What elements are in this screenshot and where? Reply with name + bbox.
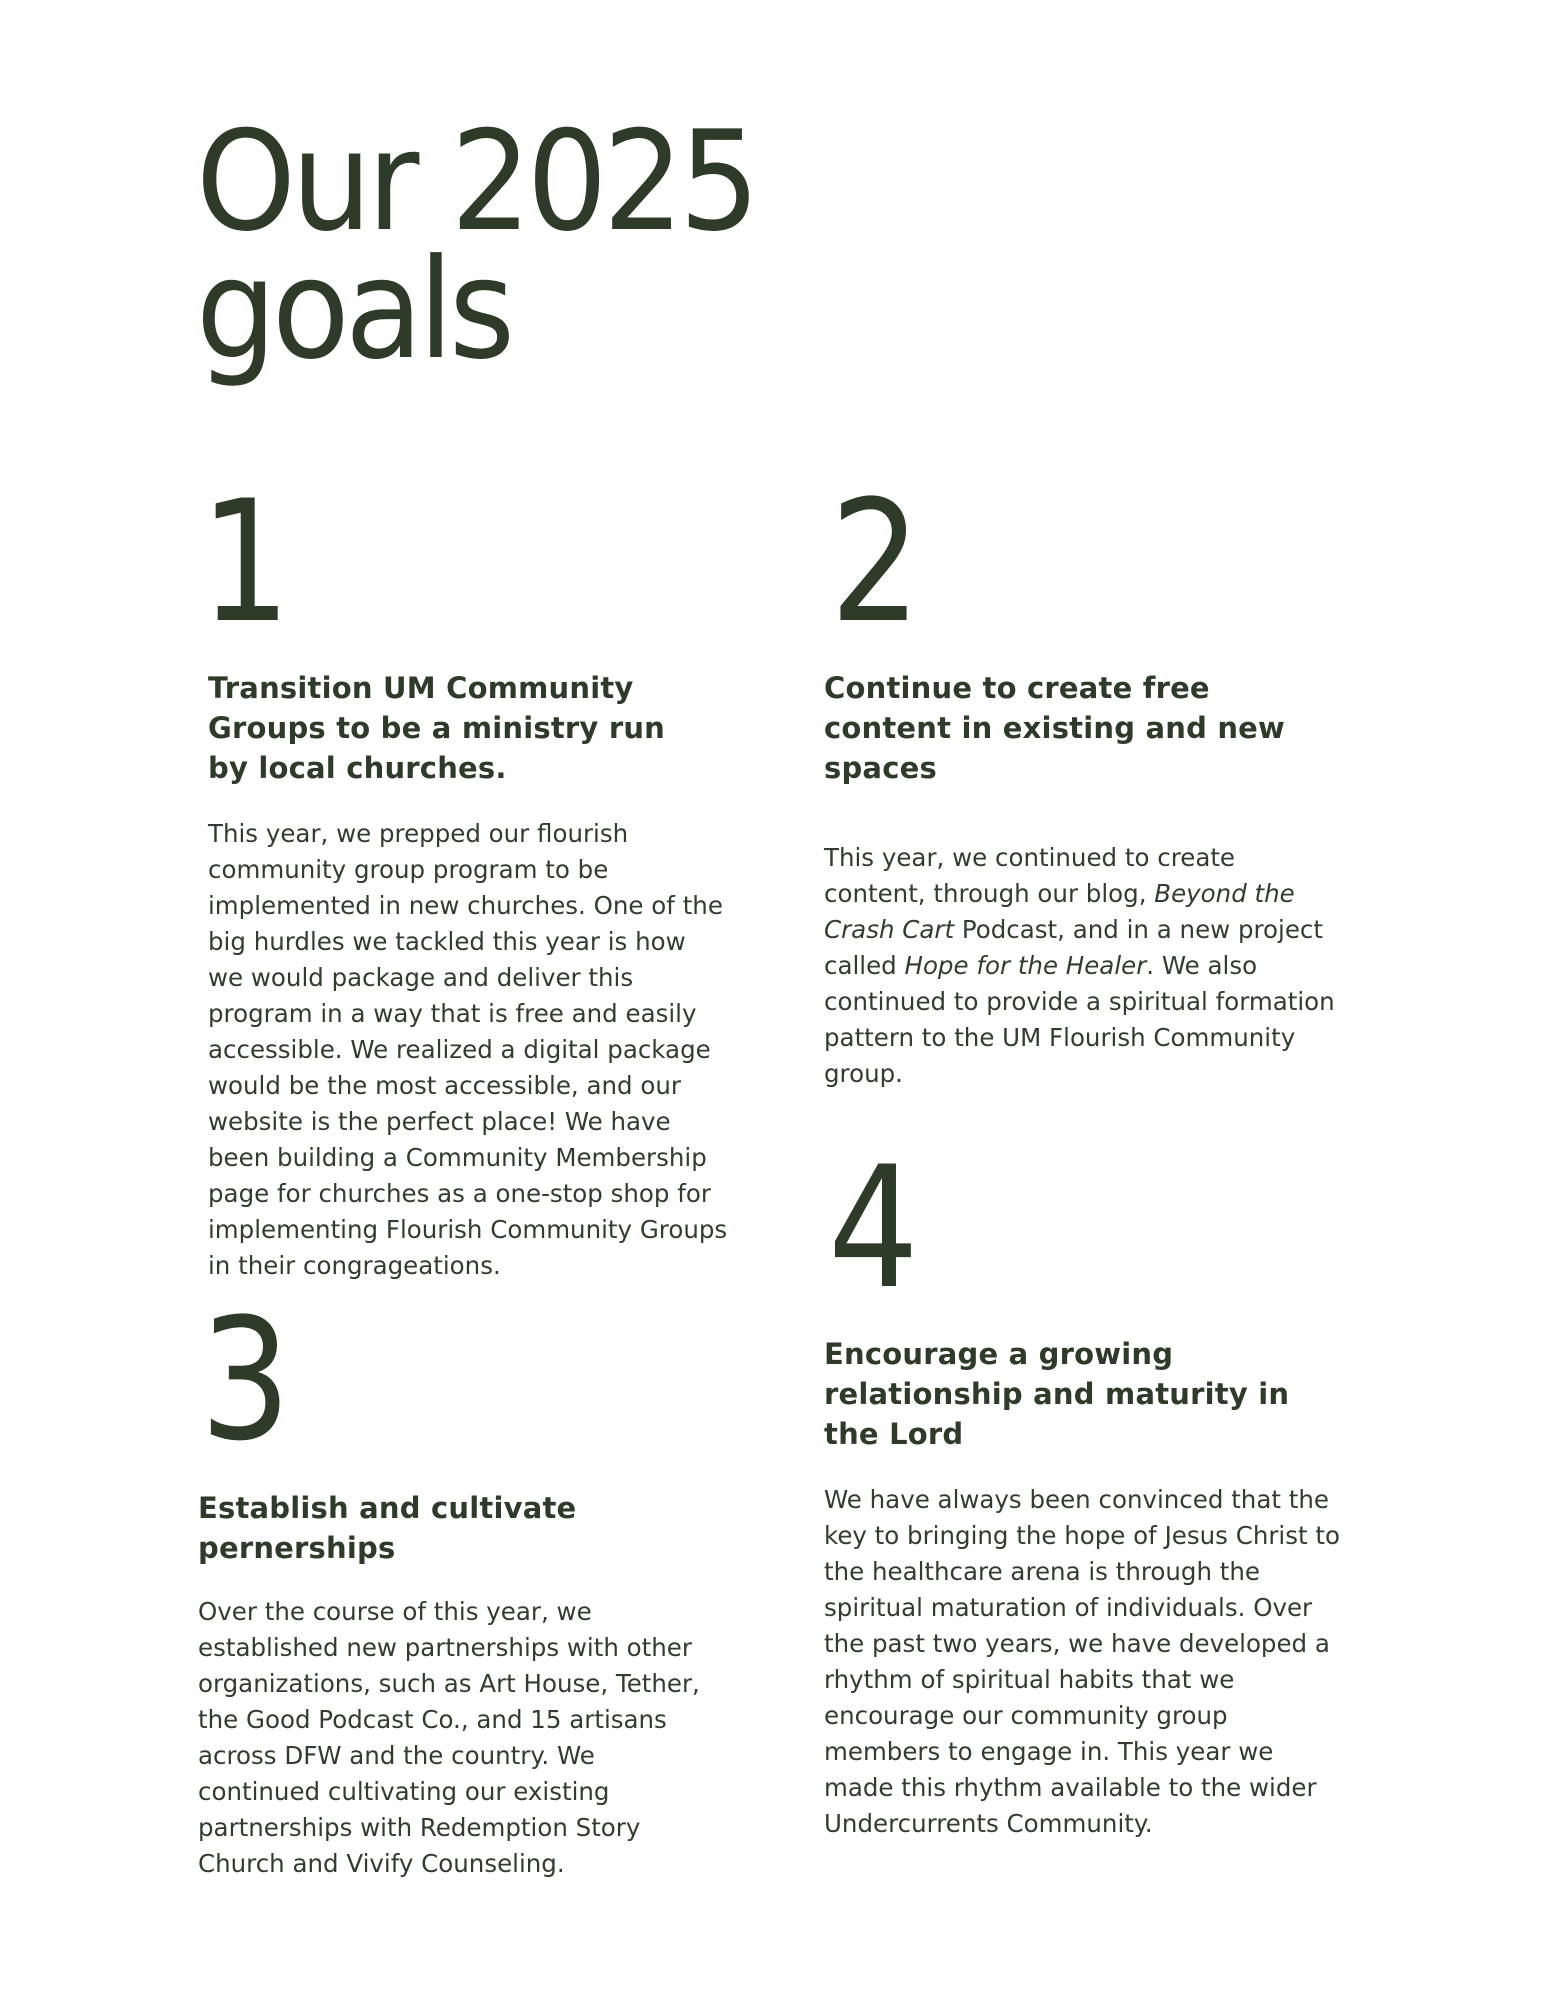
goal-heading: Establish and cultivate pernerships [198,1491,577,1565]
goal-number: 2 [830,464,918,660]
goal-heading: Continue to create free content in existing and new spaces [824,671,1286,785]
project-title: Hope for the Healer [904,951,1147,980]
goal-2 [824,464,1344,1088]
goal-4 [824,1130,1344,1838]
goal-body: Over the course of this year, we established new partnerships with other organizations, such as Art House, Tether, the Good Podcast Co., and 15 artisans across DFW and the country. We continued cultivating our existing partnerships with Redemption Story Church and Vivify Counseling. [198,1597,700,1878]
goal-3 [196,1282,716,1878]
goal-body [824,840,1344,1092]
goal-1 [196,464,728,1280]
goal-body-text: Podcast, and in a new project called [824,915,1324,980]
page-title-line-1: Our 2025 [196,101,756,262]
goal-heading: Encourage a growing relationship and maturity in the Lord [824,1337,1290,1451]
page-title-line-2: goals [196,229,511,390]
goal-number: 1 [200,464,288,660]
goal-number: 4 [828,1130,916,1326]
podcast-title: Beyond the Crash Cart [824,879,1295,944]
goal-number: 3 [200,1282,288,1478]
goal-body: We have always been convinced that the key to bringing the hope of Jesus Christ to the healthcare arena is through the spiritual maturation of individuals. Over the past two years, we have developed a rhythm of spiritual habits that we encourage our community group members to engage in. This year we made this rhythm available to the wider Undercurrents Community. [824,1485,1340,1838]
goal-body-text: . We also continued to provide a spiritual formation pattern to the UM Flourish Community group. [824,951,1335,1088]
goal-body: This year, we prepped our flourish community group program to be implemented in new churches. One of the big hurdles we tackled this year is how we would package and deliver this program in a way that is free and easily accessible. We realized a digital package would be the most accessible, and our website is the perfect place! We have been building a Community Membership page for churches as a one-stop shop for implementing Flourish Community Groups in their congrageations. [208,819,728,1280]
goal-heading: Transition UM Community Groups to be a ministry run by local churches. [208,671,666,785]
page-title [196,101,756,390]
goal-body-text: This year, we continued to create content, through our blog, [824,843,1236,908]
